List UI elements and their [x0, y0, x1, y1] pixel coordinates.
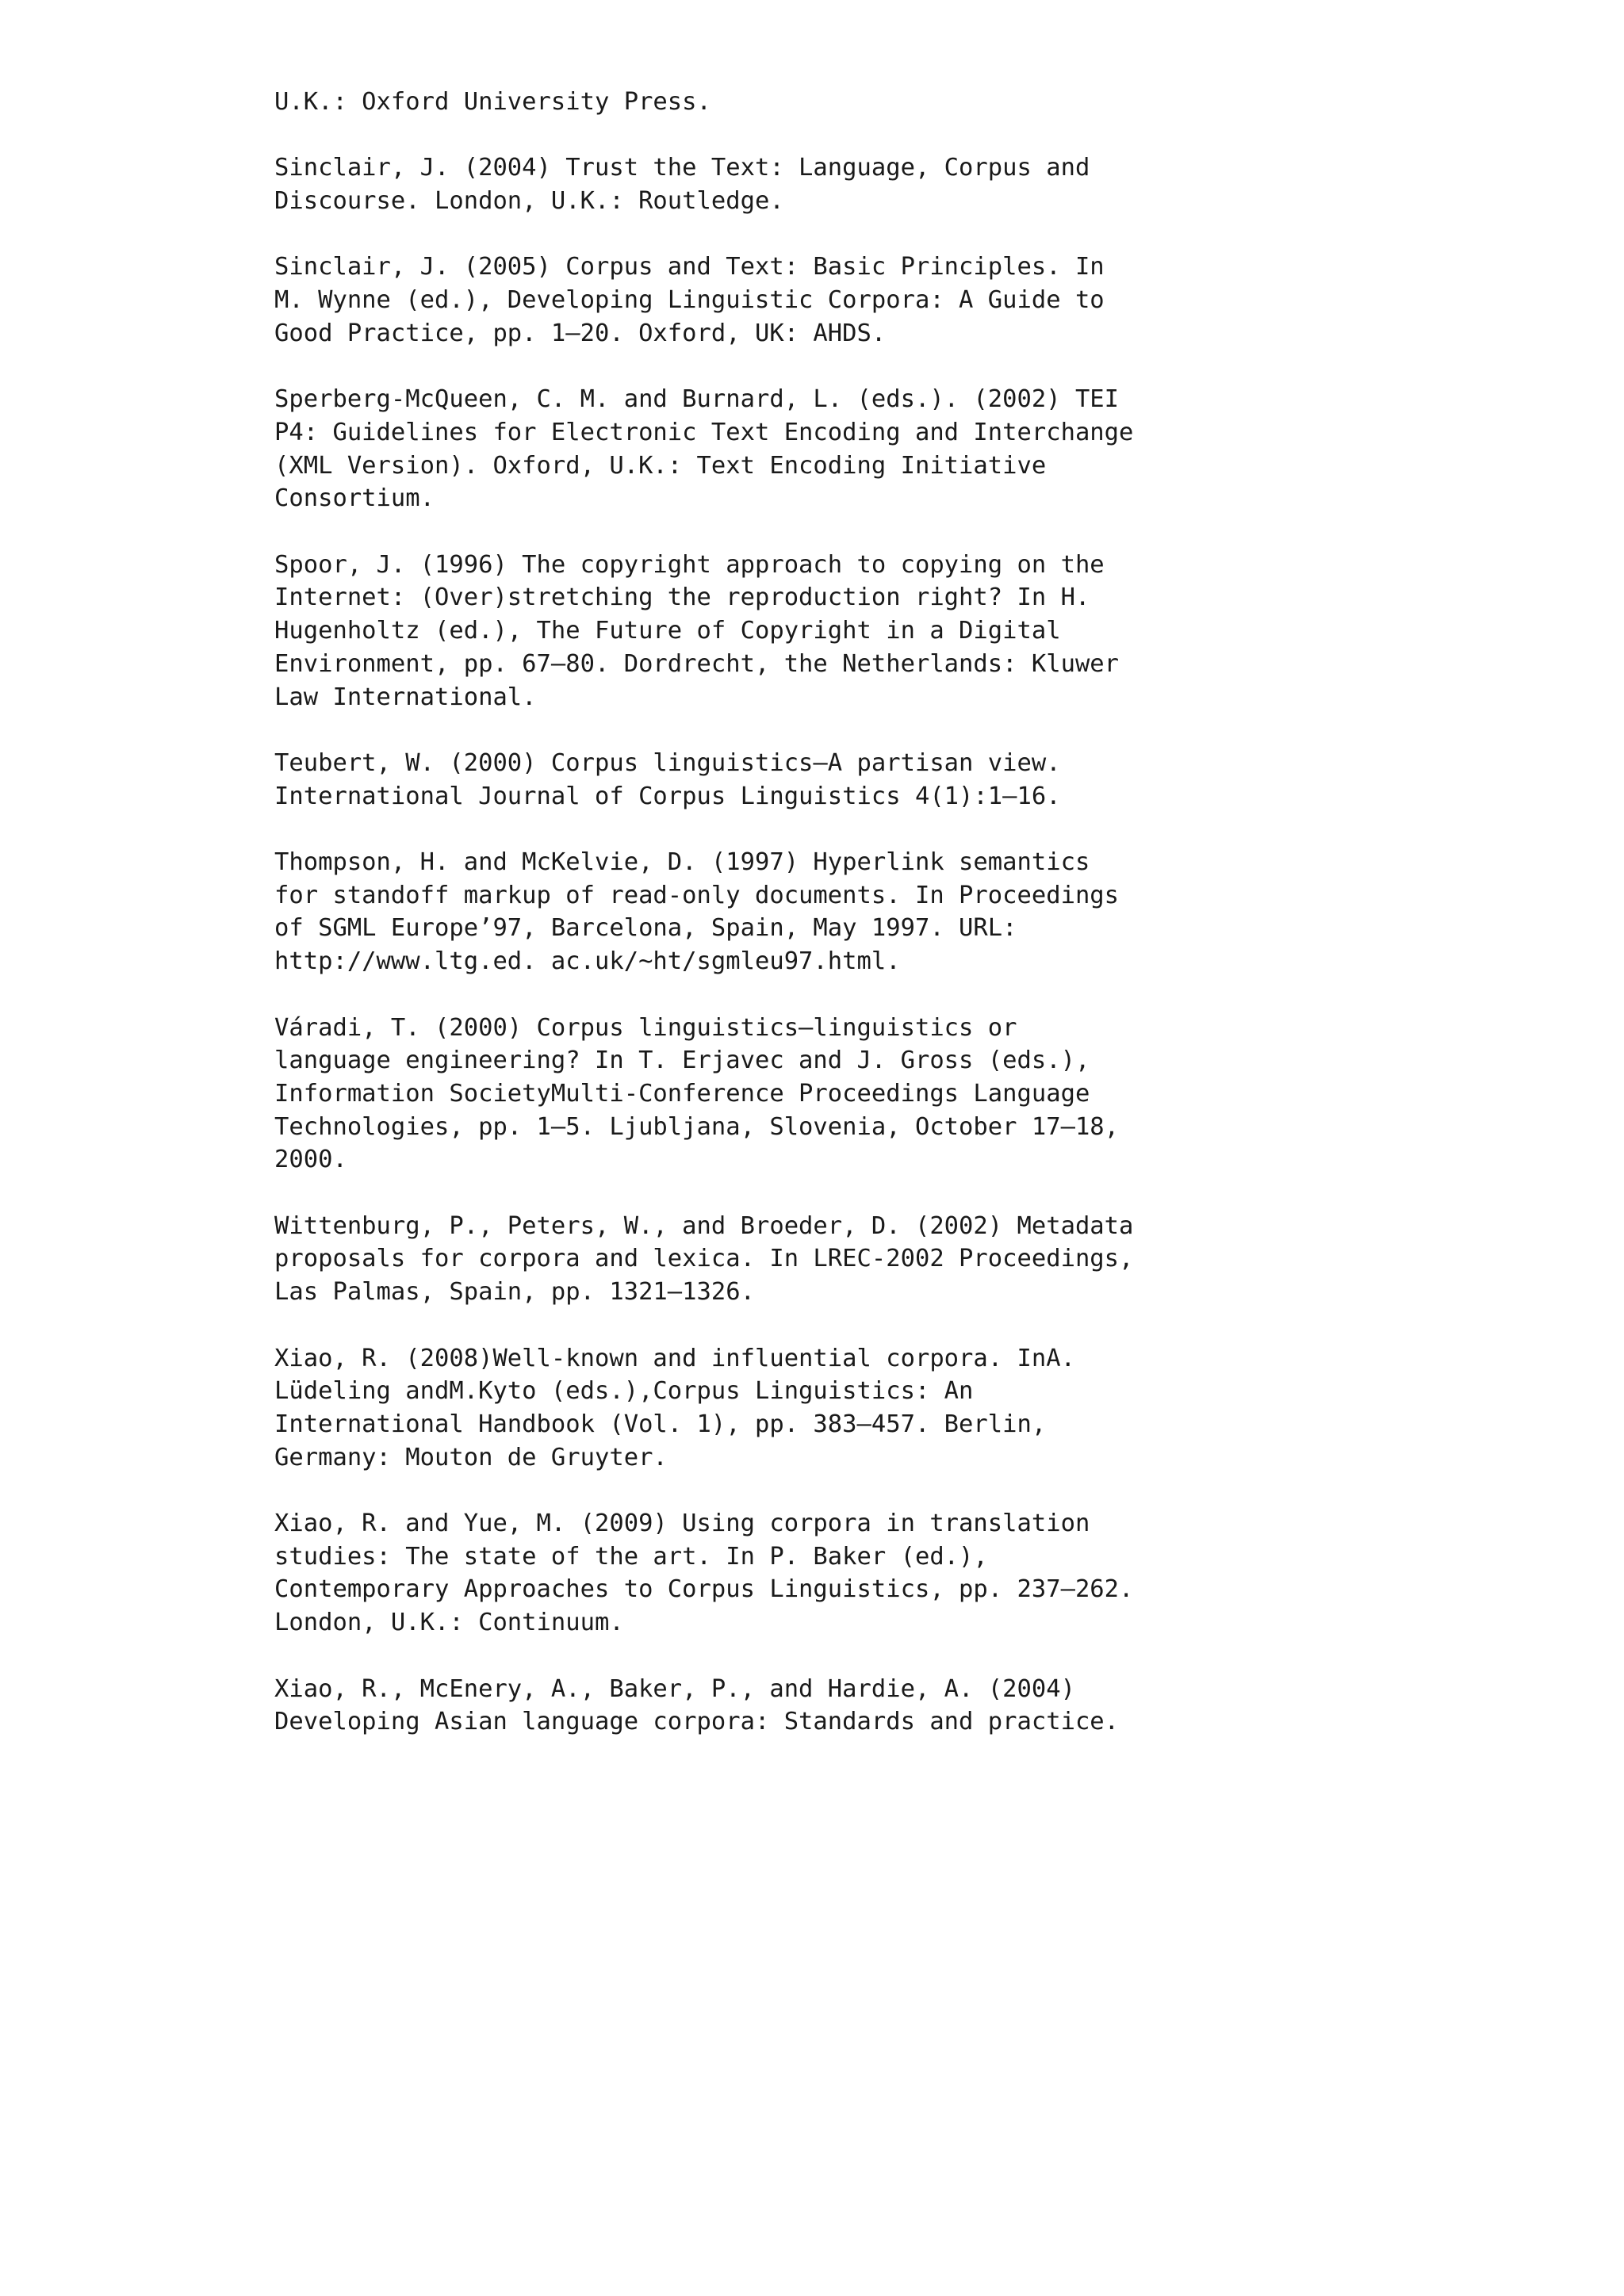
reference-entry: [274, 1012, 1464, 1177]
reference-line: London, U.K.: Continuum.: [274, 1609, 624, 1637]
reference-entry: [274, 1673, 1464, 1739]
reference-line: Hugenholtz (ed.), The Future of Copyright in a Digital: [274, 617, 1061, 645]
reference-line: Wittenburg, P., Peters, W., and Broeder, D. (2002) Metadata: [274, 1211, 1134, 1240]
reference-line: Sinclair, J. (2004) Trust the Text: Language, Corpus and: [274, 154, 1090, 182]
reference-line: Environment, pp. 67–80. Dordrecht, the Netherlands: Kluwer: [274, 649, 1120, 678]
reference-line: Information SocietyMulti-Conference Proceedings Language: [274, 1079, 1090, 1108]
reference-line: of SGML Europe’97, Barcelona, Spain, May 1997. URL:: [274, 914, 1017, 943]
reference-line: Sinclair, J. (2005) Corpus and Text: Basic Principles. In: [274, 253, 1105, 281]
reference-line: Good Practice, pp. 1–20. Oxford, UK: AHDS.: [274, 319, 887, 347]
reference-entry: [274, 846, 1464, 978]
reference-entry: [274, 1210, 1464, 1309]
reference-line: for standoff markup of read-only documents. In Proceedings: [274, 881, 1120, 909]
reference-line: Thompson, H. and McKelvie, D. (1997) Hyperlink semantics: [274, 848, 1090, 877]
reference-line: International Journal of Corpus Linguistics 4(1):1–16.: [274, 782, 1061, 810]
reference-line: Developing Asian language corpora: Standards and practice.: [274, 1708, 1120, 1736]
reference-line: International Handbook (Vol. 1), pp. 383–457. Berlin,: [274, 1410, 1047, 1438]
reference-entry: [274, 1507, 1464, 1640]
reference-line: 2000.: [274, 1146, 347, 1174]
reference-line: studies: The state of the art. In P. Baker (ed.),: [274, 1542, 988, 1571]
reference-line: Contemporary Approaches to Corpus Linguistics, pp. 237–262.: [274, 1575, 1134, 1604]
reference-line: (XML Version). Oxford, U.K.: Text Encoding Initiative: [274, 451, 1047, 480]
reference-line: proposals for corpora and lexica. In LREC-2002 Proceedings,: [274, 1245, 1134, 1273]
reference-line: Xiao, R. (2008)Well-known and influential corpora. InA.: [274, 1344, 1075, 1372]
reference-line: Germany: Mouton de Gruyter.: [274, 1443, 668, 1471]
reference-line: Xiao, R. and Yue, M. (2009) Using corpora in translation: [274, 1510, 1090, 1538]
reference-entry: [274, 549, 1464, 714]
reference-entry: [274, 251, 1464, 350]
reference-entry: [274, 151, 1464, 217]
reference-line: Law International.: [274, 683, 537, 711]
reference-line: Discourse. London, U.K.: Routledge.: [274, 187, 784, 216]
reference-line: Technologies, pp. 1–5. Ljubljana, Slovenia, October 17–18,: [274, 1112, 1120, 1141]
reference-line: Consortium.: [274, 484, 435, 513]
reference-line: Las Palmas, Spain, pp. 1321–1326.: [274, 1278, 755, 1307]
reference-list: [274, 86, 1464, 1772]
reference-line: http://www.ltg.ed. ac.uk/~ht/sgmleu97.html.: [274, 947, 901, 976]
reference-line: language engineering? In T. Erjavec and J. Gross (eds.),: [274, 1047, 1090, 1075]
reference-line: U.K.: Oxford University Press.: [274, 88, 711, 116]
reference-line: Váradi, T. (2000) Corpus linguistics—linguistics or: [274, 1013, 1017, 1042]
reference-line: Lüdeling andM.Kyto (eds.),Corpus Linguistics: An: [274, 1377, 974, 1406]
reference-entry: [274, 383, 1464, 515]
reference-entry: [274, 747, 1464, 813]
reference-line: Sperberg-McQueen, C. M. and Burnard, L. (eds.). (2002) TEI: [274, 385, 1120, 414]
reference-entry: [274, 1342, 1464, 1475]
reference-line: P4: Guidelines for Electronic Text Encoding and Interchange: [274, 418, 1134, 446]
reference-line: Teubert, W. (2000) Corpus linguistics—A partisan view.: [274, 748, 1061, 777]
reference-entry: [274, 86, 1464, 119]
reference-line: Internet: (Over)stretching the reproduction right? In H.: [274, 584, 1090, 612]
reference-line: Spoor, J. (1996) The copyright approach to copying on the: [274, 550, 1105, 579]
reference-line: Xiao, R., McEnery, A., Baker, P., and Hardie, A. (2004): [274, 1674, 1075, 1703]
reference-line: M. Wynne (ed.), Developing Linguistic Corpora: A Guide to: [274, 286, 1105, 315]
